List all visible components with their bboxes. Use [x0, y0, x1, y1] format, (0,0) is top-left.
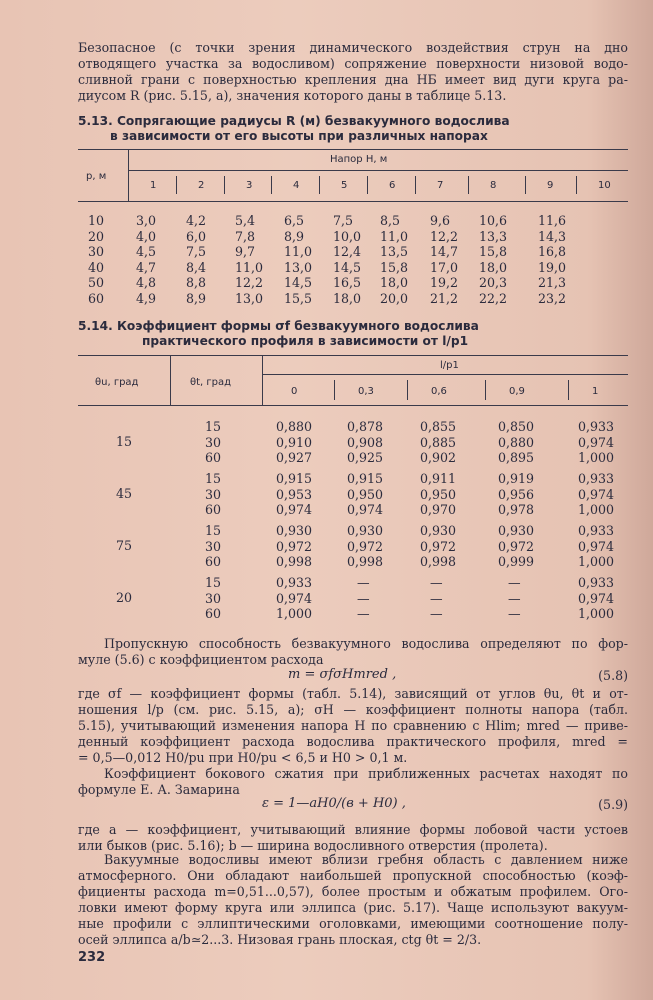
text-line: Безопасное (с точки зрения динамического воздействия струн на дно	[78, 40, 628, 55]
table-cell: 11,0	[380, 228, 409, 244]
text-line: формуле Е. А. Замарина	[78, 782, 240, 797]
intro-paragraph	[78, 40, 628, 104]
table-cell: 0,930	[498, 523, 535, 538]
row-label: 15	[205, 575, 222, 590]
table-cell: 0,911	[420, 471, 457, 486]
row-label: 30	[205, 590, 222, 606]
table-cell: 0,925	[347, 450, 384, 465]
table-cell: 0,974	[578, 590, 615, 606]
table-cell: 14,7	[430, 244, 459, 259]
table-cell: 13,3	[479, 228, 508, 244]
table-rule	[78, 201, 628, 202]
column-header: 3	[246, 180, 253, 191]
group-label: 15	[116, 434, 133, 449]
table-cell: 0,933	[578, 523, 615, 538]
table-cell: —	[430, 606, 443, 621]
table-cell: 3,0	[136, 213, 157, 228]
table-cell: 1,000	[578, 502, 615, 517]
table-cell: 20,3	[479, 275, 508, 290]
paragraph	[78, 766, 628, 798]
table-cell: 0,927	[276, 450, 313, 465]
table-cell: —	[430, 590, 443, 606]
row-label: 50	[88, 275, 105, 290]
column-header: 4	[293, 180, 300, 191]
table-cell: 0,895	[498, 450, 535, 465]
row-label: 30	[205, 538, 222, 554]
column-header: 2	[198, 180, 205, 191]
table-rule	[78, 405, 628, 406]
table-cell: 18,0	[333, 290, 362, 306]
table-cell: 22,2	[479, 290, 508, 306]
table-cell: 19,0	[538, 259, 567, 275]
column-header: 7	[437, 180, 444, 191]
table-vline	[176, 176, 177, 194]
row-label: 60	[88, 290, 105, 306]
row-label: 30	[88, 244, 105, 259]
table-cell: 0,978	[498, 502, 535, 517]
equation-number: (5.9)	[598, 797, 628, 812]
column-header: 9	[547, 180, 554, 191]
table-cell: 11,0	[284, 244, 313, 259]
column-header: 0,3	[358, 386, 374, 397]
text-line: или быков (рис. 5.16); b — ширина водосливного отверстия (пролета).	[78, 838, 548, 853]
table-vline	[415, 176, 416, 194]
table-cell: 0,880	[498, 434, 535, 450]
text-line: Пропускную способность безвакуумного водослива определяют по фор-	[104, 636, 628, 651]
table-cell: 1,000	[578, 554, 615, 569]
column-header: 10	[598, 180, 611, 191]
text-line: Вакуумные водосливы имеют вблизи гребня область с давлением ниже	[104, 852, 628, 867]
paragraph	[78, 852, 628, 948]
table-vline	[468, 176, 469, 194]
table-cell: —	[357, 606, 370, 621]
text-line: ные профили с эллиптическими оголовками, имеющими соотношение полу-	[78, 916, 628, 931]
table-cell: 1,000	[578, 450, 615, 465]
table-cell: 18,0	[380, 275, 409, 290]
table-cell: 18,0	[479, 259, 508, 275]
text-line: Коэффициент бокового сжатия при приближенных расчетах находят по	[104, 766, 628, 781]
table-cell: 13,0	[284, 259, 313, 275]
table-cell: 10,0	[333, 228, 362, 244]
column-header: 6	[389, 180, 396, 191]
table-cell: 0,970	[420, 502, 457, 517]
table-cell: 0,915	[276, 471, 313, 486]
paragraph	[78, 636, 628, 668]
table-cell: 7,5	[333, 213, 354, 228]
table-513-group-header: Напор H, м	[330, 154, 388, 165]
table-cell: 0,933	[578, 575, 615, 590]
table-cell: 12,2	[430, 228, 459, 244]
table-vline	[407, 380, 408, 400]
table-cell: 0,930	[347, 523, 384, 538]
table-cell: 6,0	[186, 228, 207, 244]
table-vline	[334, 380, 335, 400]
column-header: 0	[291, 386, 298, 397]
table-cell: 21,2	[430, 290, 459, 306]
row-label: 40	[88, 259, 105, 275]
table-cell: 8,9	[186, 290, 207, 306]
table-cell: 0,933	[276, 575, 313, 590]
table-cell: 0,902	[420, 450, 457, 465]
table-cell: 21,3	[538, 275, 567, 290]
table-cell: 7,8	[235, 228, 256, 244]
table-cell: 0,974	[578, 486, 615, 502]
row-label: 60	[205, 450, 222, 465]
table-513-caption	[78, 114, 510, 144]
table-cell: 0,855	[420, 419, 457, 434]
table-cell: —	[357, 575, 370, 590]
table-cell: 0,910	[276, 434, 313, 450]
text-line: атмосферного. Они обладают наибольшей пропускной способностью (коэф-	[78, 868, 628, 883]
formula-5-8: m = σfσHmred ,	[288, 667, 397, 682]
row-label: 10	[88, 213, 105, 228]
text-line: фициенты расхода m=0,51...0,57), более простым и обжатым профилем. Ого-	[78, 884, 628, 899]
table-cell: 0,919	[498, 471, 535, 486]
table-cell: —	[508, 606, 521, 621]
table-cell: 0,850	[498, 419, 535, 434]
table-cell: —	[357, 590, 370, 606]
table-cell: 15,8	[380, 259, 409, 275]
text-line: 5.15), учитывающий изменения напора H по сравнению с Hlim; mred — приве-	[78, 718, 628, 733]
table-cell: 0,974	[276, 502, 313, 517]
table-cell: 20,0	[380, 290, 409, 306]
caption-line: 5.13. Сопрягающие радиусы R (м) безвакуумного водослива	[78, 114, 510, 128]
table-cell: 1,000	[578, 606, 615, 621]
table-cell: 14,5	[284, 275, 313, 290]
table-cell: 0,974	[347, 502, 384, 517]
row-label: 30	[205, 486, 222, 502]
table-cell: 0,972	[420, 538, 457, 554]
table-cell: 8,4	[186, 259, 207, 275]
column-header: 5	[341, 180, 348, 191]
table-cell: 11,0	[235, 259, 264, 275]
table-cell: 0,950	[347, 486, 384, 502]
table-cell: 8,8	[186, 275, 207, 290]
table-cell: 9,6	[430, 213, 451, 228]
column-header: 1	[592, 386, 599, 397]
table-cell: 0,930	[276, 523, 313, 538]
row-label: 20	[88, 228, 105, 244]
table-cell: —	[430, 575, 443, 590]
column-header: 1	[150, 180, 157, 191]
table-cell: 12,4	[333, 244, 362, 259]
text-line: где σf — коэффициент формы (табл. 5.14), зависящий от углов θu, θt и от-	[78, 686, 628, 701]
text-line: отводящего участка за водосливом) сопряжение поверхности низовой водо-	[78, 56, 628, 71]
row-label: 60	[205, 554, 222, 569]
table-cell: 0,972	[276, 538, 313, 554]
group-label: 75	[116, 538, 133, 553]
table-cell: 4,2	[186, 213, 207, 228]
table-cell: 1,000	[276, 606, 313, 621]
table-vline	[568, 380, 569, 400]
table-cell: 0,885	[420, 434, 457, 450]
table-cell: 10,6	[479, 213, 508, 228]
table-rule	[128, 170, 628, 171]
row-label: 15	[205, 523, 222, 538]
table-cell: 8,5	[380, 213, 401, 228]
table-vline	[271, 176, 272, 194]
table-cell: 0,933	[578, 419, 615, 434]
caption-line: практического профиля в зависимости от l/p1	[142, 334, 469, 348]
table-cell: 0,998	[347, 554, 384, 569]
row-label: 30	[205, 434, 222, 450]
text-line: диусом R (рис. 5.15, а), значения которого даны в таблице 5.13.	[78, 88, 507, 103]
table-cell: 0,974	[276, 590, 313, 606]
row-label: 60	[205, 502, 222, 517]
table-cell: 15,5	[284, 290, 313, 306]
table-cell: 13,0	[235, 290, 264, 306]
row-label: 15	[205, 419, 222, 434]
table-cell: 19,2	[430, 275, 459, 290]
table-513-row-header: p, м	[86, 171, 107, 182]
group-label: 45	[116, 486, 133, 501]
table-vline	[128, 149, 129, 201]
text-line: ловки имеют форму круга или эллипса (рис. 5.17). Чаще используют вакуум-	[78, 900, 628, 915]
row-label: 15	[205, 471, 222, 486]
table-vline	[525, 176, 526, 194]
formula-5-9: ε = 1—aH0/(в + H0) ,	[262, 796, 406, 811]
caption-line: 5.14. Коэффициент формы σf безвакуумного водослива	[78, 319, 479, 333]
table-vline	[224, 176, 225, 194]
table-vline	[262, 355, 263, 405]
text-line: осей эллипса a/b≃2...3. Низовая грань плоская, ctg θt = 2/3.	[78, 932, 482, 947]
table-vline	[485, 380, 486, 400]
table-cell: 0,974	[578, 434, 615, 450]
table-cell: 15,8	[479, 244, 508, 259]
text-line: = 0,5—0,012 H0/pu при H0/pu < 6,5 и H0 > 0,1 м.	[78, 750, 408, 765]
table-cell: 0,956	[498, 486, 535, 502]
row-label: 60	[205, 606, 222, 621]
text-line: сливной грани с поверхностью крепления дна НБ имеет вид дуги круга ра-	[78, 72, 628, 87]
table-cell: 0,950	[420, 486, 457, 502]
table-vline	[319, 176, 320, 194]
paragraph	[78, 686, 628, 766]
table-cell: 0,953	[276, 486, 313, 502]
table-514-group-header: l/p1	[440, 360, 459, 371]
table-cell: 4,9	[136, 290, 157, 306]
table-cell: —	[508, 575, 521, 590]
table-rule	[262, 374, 628, 375]
table-cell: 16,5	[333, 275, 362, 290]
table-cell: 4,7	[136, 259, 157, 275]
text-line: муле (5.6) с коэффициентом расхода	[78, 652, 324, 667]
column-header: 0,6	[431, 386, 447, 397]
table-cell: 5,4	[235, 213, 256, 228]
table-cell: 0,930	[420, 523, 457, 538]
page-number: 232	[78, 950, 106, 965]
table-vline	[576, 176, 577, 194]
table-cell: 14,3	[538, 228, 567, 244]
table-cell: 12,2	[235, 275, 264, 290]
text-line: где a — коэффициент, учитывающий влияние формы лобовой части устоев	[78, 822, 628, 837]
table-vline	[367, 176, 368, 194]
table-cell: 0,972	[498, 538, 535, 554]
table-rule	[78, 149, 628, 150]
table-cell: 6,5	[284, 213, 305, 228]
table-cell: 0,998	[276, 554, 313, 569]
table-cell: 0,998	[420, 554, 457, 569]
table-cell: 0,933	[578, 471, 615, 486]
equation-number: (5.8)	[598, 668, 628, 683]
table-cell: 0,880	[276, 419, 313, 434]
paragraph	[78, 822, 628, 854]
table-cell: 0,974	[578, 538, 615, 554]
text-line: ношения l/p (см. рис. 5.15, а); σH — коэффициент полноты напора (табл.	[78, 702, 628, 717]
table-cell: 23,2	[538, 290, 567, 306]
text-line: денный коэффициент расхода водослива практического профиля, mred =	[78, 734, 628, 749]
table-cell: 4,8	[136, 275, 157, 290]
table-cell: 7,5	[186, 244, 207, 259]
table-514-col-theta-t: θt, град	[190, 377, 232, 388]
table-cell: —	[508, 590, 521, 606]
table-cell: 14,5	[333, 259, 362, 275]
table-514-caption	[78, 319, 479, 349]
table-cell: 11,6	[538, 213, 567, 228]
table-cell: 0,878	[347, 419, 384, 434]
column-header: 8	[490, 180, 497, 191]
table-cell: 16,8	[538, 244, 567, 259]
table-rule	[78, 355, 628, 356]
table-cell: 13,5	[380, 244, 409, 259]
table-cell: 4,5	[136, 244, 157, 259]
table-cell: 17,0	[430, 259, 459, 275]
table-cell: 9,7	[235, 244, 256, 259]
table-cell: 8,9	[284, 228, 305, 244]
column-header: 0,9	[509, 386, 525, 397]
table-cell: 0,915	[347, 471, 384, 486]
table-cell: 0,999	[498, 554, 535, 569]
table-514-col-theta-u: θu, град	[95, 377, 139, 388]
table-cell: 4,0	[136, 228, 157, 244]
table-cell: 0,972	[347, 538, 384, 554]
group-label: 20	[116, 590, 133, 605]
table-vline	[170, 355, 171, 405]
caption-line: в зависимости от его высоты при различных напорах	[110, 129, 488, 143]
table-cell: 0,908	[347, 434, 384, 450]
